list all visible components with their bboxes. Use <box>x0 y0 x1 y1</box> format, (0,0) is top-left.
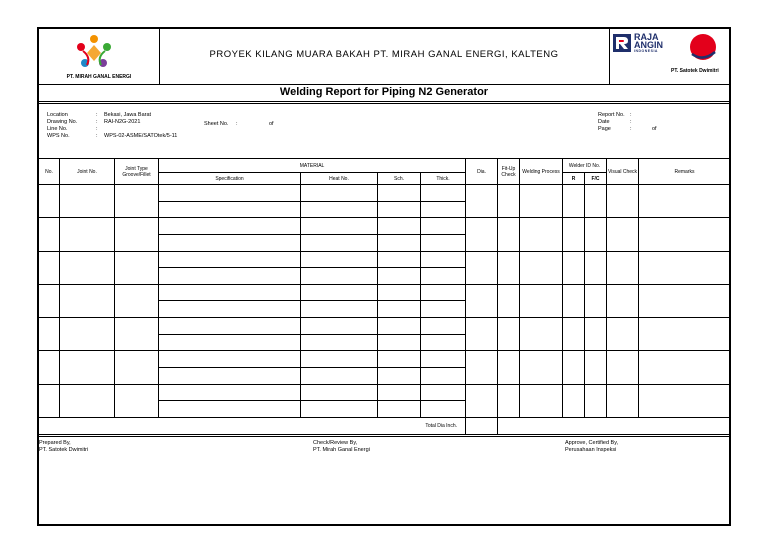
row-fc-cell <box>585 351 607 384</box>
row-spec-cell <box>159 201 301 218</box>
colon: : <box>96 112 98 118</box>
approve-company: Perusahaan Inspeksi <box>565 447 617 453</box>
satotek-logo <box>688 32 718 62</box>
row-remarks-cell <box>639 318 731 351</box>
row-joint-cell <box>60 218 115 251</box>
title-bottom-line <box>39 101 729 102</box>
row-thick-cell <box>421 351 466 368</box>
colon: : <box>96 133 98 139</box>
col-welder-header: Welder ID No. <box>563 159 607 173</box>
row-joint-type-cell <box>115 185 159 218</box>
row-no-cell <box>39 185 60 218</box>
col-fitup-header: Fit-Up Check <box>498 159 520 185</box>
row-r-cell <box>563 351 585 384</box>
row-process-cell <box>520 384 563 417</box>
row-thick-cell <box>421 367 466 384</box>
row-spec-cell <box>159 235 301 252</box>
row-fitup-cell <box>498 218 520 251</box>
line-label: Line No. <box>47 126 68 132</box>
table-row <box>39 284 731 301</box>
approve-block <box>565 440 618 454</box>
angin-text: ANGIN <box>634 40 663 50</box>
col-joint-header: Joint No. <box>60 159 115 185</box>
col-remarks-header: Remarks <box>639 159 731 185</box>
row-dia-cell <box>466 384 498 417</box>
row-joint-cell <box>60 384 115 417</box>
raja-angin-logo-mark <box>613 34 631 52</box>
col-r-header: R <box>563 173 585 185</box>
row-remarks-cell <box>639 284 731 317</box>
sheet-of: of <box>269 121 274 127</box>
row-sch-cell <box>378 351 421 368</box>
info-left-colons <box>96 112 98 140</box>
row-spec-cell <box>159 367 301 384</box>
info-right-labels <box>598 112 625 133</box>
row-joint-cell <box>60 284 115 317</box>
row-r-cell <box>563 185 585 218</box>
col-sch-header: Sch. <box>378 173 421 185</box>
row-thick-cell <box>421 301 466 318</box>
row-dia-cell <box>466 251 498 284</box>
wps-label: WPS No. <box>47 133 70 139</box>
row-spec-cell <box>159 318 301 335</box>
col-no-header: No. <box>39 159 60 185</box>
row-spec-cell <box>159 185 301 202</box>
indonesia-text: INDONESIA <box>634 49 658 53</box>
row-sch-cell <box>378 185 421 202</box>
row-heat-cell <box>301 301 378 318</box>
row-joint-cell <box>60 318 115 351</box>
table-row <box>39 384 731 401</box>
table-row <box>39 351 731 368</box>
check-label: Check/Review By, <box>313 440 358 446</box>
row-heat-cell <box>301 218 378 235</box>
row-fc-cell <box>585 284 607 317</box>
check-block <box>313 440 370 454</box>
location-label: Location <box>47 112 68 118</box>
row-process-cell <box>520 185 563 218</box>
drawing-value: RAI-N2G-2021 <box>104 119 141 125</box>
row-heat-cell <box>301 318 378 335</box>
row-thick-cell <box>421 268 466 285</box>
row-no-cell <box>39 284 60 317</box>
row-fitup-cell <box>498 384 520 417</box>
row-remarks-cell <box>639 185 731 218</box>
row-thick-cell <box>421 251 466 268</box>
row-dia-cell <box>466 318 498 351</box>
row-heat-cell <box>301 384 378 401</box>
row-fitup-cell <box>498 351 520 384</box>
prepared-label: Prepared By, <box>39 440 71 446</box>
row-sch-cell <box>378 318 421 335</box>
title-bottom-line-2 <box>39 103 729 104</box>
footer-top-line-2 <box>39 436 729 437</box>
row-thick-cell <box>421 401 466 418</box>
row-spec-cell <box>159 284 301 301</box>
sheet-label: Sheet No. <box>204 121 229 127</box>
info-left-labels <box>47 112 77 140</box>
row-process-cell <box>520 351 563 384</box>
row-thick-cell <box>421 384 466 401</box>
colon: : <box>630 119 632 125</box>
row-fitup-cell <box>498 318 520 351</box>
row-heat-cell <box>301 235 378 252</box>
sheet-colon: : <box>236 121 238 127</box>
row-visual-cell <box>607 351 639 384</box>
colon: : <box>630 126 632 132</box>
prepared-block <box>39 440 88 454</box>
footer-top-line <box>39 434 729 435</box>
row-r-cell <box>563 384 585 417</box>
row-heat-cell <box>301 334 378 351</box>
page-of: of <box>652 126 657 132</box>
row-sch-cell <box>378 251 421 268</box>
row-heat-cell <box>301 251 378 268</box>
col-spec-header: Specification <box>159 173 301 185</box>
row-joint-type-cell <box>115 384 159 417</box>
row-thick-cell <box>421 235 466 252</box>
welding-table <box>38 158 731 435</box>
row-sch-cell <box>378 384 421 401</box>
row-process-cell <box>520 218 563 251</box>
report-no-label: Report No. <box>598 112 625 118</box>
row-remarks-cell <box>639 218 731 251</box>
row-sch-cell <box>378 235 421 252</box>
row-no-cell <box>39 218 60 251</box>
table-row <box>39 318 731 335</box>
report-title: Welding Report for Piping N2 Generator <box>279 86 489 98</box>
row-heat-cell <box>301 201 378 218</box>
row-heat-cell <box>301 401 378 418</box>
row-no-cell <box>39 251 60 284</box>
row-spec-cell <box>159 301 301 318</box>
welding-report-sheet <box>37 27 731 526</box>
row-r-cell <box>563 218 585 251</box>
row-fc-cell <box>585 251 607 284</box>
location-value: Bekasi, Jawa Barat <box>104 112 152 118</box>
row-sch-cell <box>378 284 421 301</box>
row-heat-cell <box>301 185 378 202</box>
row-spec-cell <box>159 268 301 285</box>
row-r-cell <box>563 284 585 317</box>
row-dia-cell <box>466 218 498 251</box>
date-label: Date <box>598 119 610 125</box>
table-row <box>39 218 731 235</box>
drawing-label: Drawing No. <box>47 119 78 125</box>
row-no-cell <box>39 318 60 351</box>
row-visual-cell <box>607 185 639 218</box>
row-spec-cell <box>159 218 301 235</box>
approve-label: Approve, Certified By, <box>565 440 619 446</box>
col-visual-header: Visual Check <box>607 159 639 185</box>
row-spec-cell <box>159 351 301 368</box>
row-sch-cell <box>378 201 421 218</box>
row-visual-cell <box>607 218 639 251</box>
col-joint-type-header: Joint Type Groove/Fillet <box>115 159 159 185</box>
col-thick-header: Thick. <box>421 173 466 185</box>
row-no-cell <box>39 351 60 384</box>
row-fitup-cell <box>498 284 520 317</box>
line-value <box>104 126 177 133</box>
row-joint-type-cell <box>115 251 159 284</box>
row-joint-cell <box>60 251 115 284</box>
row-sch-cell <box>378 367 421 384</box>
row-joint-type-cell <box>115 318 159 351</box>
row-fc-cell <box>585 185 607 218</box>
row-remarks-cell <box>639 251 731 284</box>
row-thick-cell <box>421 334 466 351</box>
row-dia-cell <box>466 284 498 317</box>
row-heat-cell <box>301 284 378 301</box>
row-visual-cell <box>607 284 639 317</box>
row-thick-cell <box>421 284 466 301</box>
col-heat-header: Heat No. <box>301 173 378 185</box>
row-heat-cell <box>301 268 378 285</box>
check-company: PT. Mirah Ganal Energi <box>313 447 370 453</box>
row-remarks-cell <box>639 351 731 384</box>
col-process-header: Welding Process <box>520 159 563 185</box>
row-sch-cell <box>378 268 421 285</box>
table-row <box>39 185 731 202</box>
row-thick-cell <box>421 185 466 202</box>
info-left-values <box>104 112 177 140</box>
row-joint-cell <box>60 351 115 384</box>
row-joint-cell <box>60 185 115 218</box>
page-label: Page <box>598 126 611 132</box>
total-dia-blank <box>498 417 731 434</box>
total-dia-value <box>466 417 498 434</box>
total-dia-label: Total Dia Inch. <box>39 417 466 434</box>
col-dia-header: Dia. <box>466 159 498 185</box>
colon: : <box>96 119 98 125</box>
row-process-cell <box>520 284 563 317</box>
row-spec-cell <box>159 251 301 268</box>
mirah-ganal-logo <box>69 33 119 73</box>
info-right-colons <box>630 112 632 133</box>
row-spec-cell <box>159 401 301 418</box>
right-company-name: PT. Satotek Dwimitri <box>671 68 719 74</box>
prepared-company: PT. Satotek Dwimitri <box>39 447 89 453</box>
row-fitup-cell <box>498 185 520 218</box>
colon: : <box>96 126 98 132</box>
row-visual-cell <box>607 384 639 417</box>
row-dia-cell <box>466 185 498 218</box>
row-thick-cell <box>421 318 466 335</box>
row-no-cell <box>39 384 60 417</box>
raja-angin-logo-text <box>634 33 663 53</box>
col-material-header: MATERIAL <box>159 159 466 173</box>
row-fc-cell <box>585 384 607 417</box>
row-sch-cell <box>378 218 421 235</box>
row-dia-cell <box>466 351 498 384</box>
row-sch-cell <box>378 334 421 351</box>
row-visual-cell <box>607 251 639 284</box>
project-title: PROYEK KILANG MUARA BAKAH PT. MIRAH GANAL ENERGI, KALTENG <box>209 49 559 60</box>
row-sch-cell <box>378 301 421 318</box>
row-joint-type-cell <box>115 284 159 317</box>
row-heat-cell <box>301 367 378 384</box>
row-thick-cell <box>421 201 466 218</box>
header-bottom-line <box>39 84 729 85</box>
row-spec-cell <box>159 384 301 401</box>
col-fc-header: F/C <box>585 173 607 185</box>
raja-text: RAJA <box>634 32 659 42</box>
row-heat-cell <box>301 351 378 368</box>
colon: : <box>630 112 632 118</box>
row-sch-cell <box>378 401 421 418</box>
row-remarks-cell <box>639 384 731 417</box>
row-r-cell <box>563 318 585 351</box>
table-row <box>39 251 731 268</box>
wps-value: WPS-02-ASME/SATOtek/5-11 <box>104 133 178 139</box>
row-thick-cell <box>421 218 466 235</box>
row-fitup-cell <box>498 251 520 284</box>
row-process-cell <box>520 318 563 351</box>
row-spec-cell <box>159 334 301 351</box>
row-r-cell <box>563 251 585 284</box>
row-process-cell <box>520 251 563 284</box>
left-company-name: PT. MIRAH GANAL ENERGI <box>66 74 132 80</box>
row-joint-type-cell <box>115 351 159 384</box>
header-divider-right <box>609 29 610 84</box>
row-fc-cell <box>585 218 607 251</box>
row-visual-cell <box>607 318 639 351</box>
row-fc-cell <box>585 318 607 351</box>
row-joint-type-cell <box>115 218 159 251</box>
